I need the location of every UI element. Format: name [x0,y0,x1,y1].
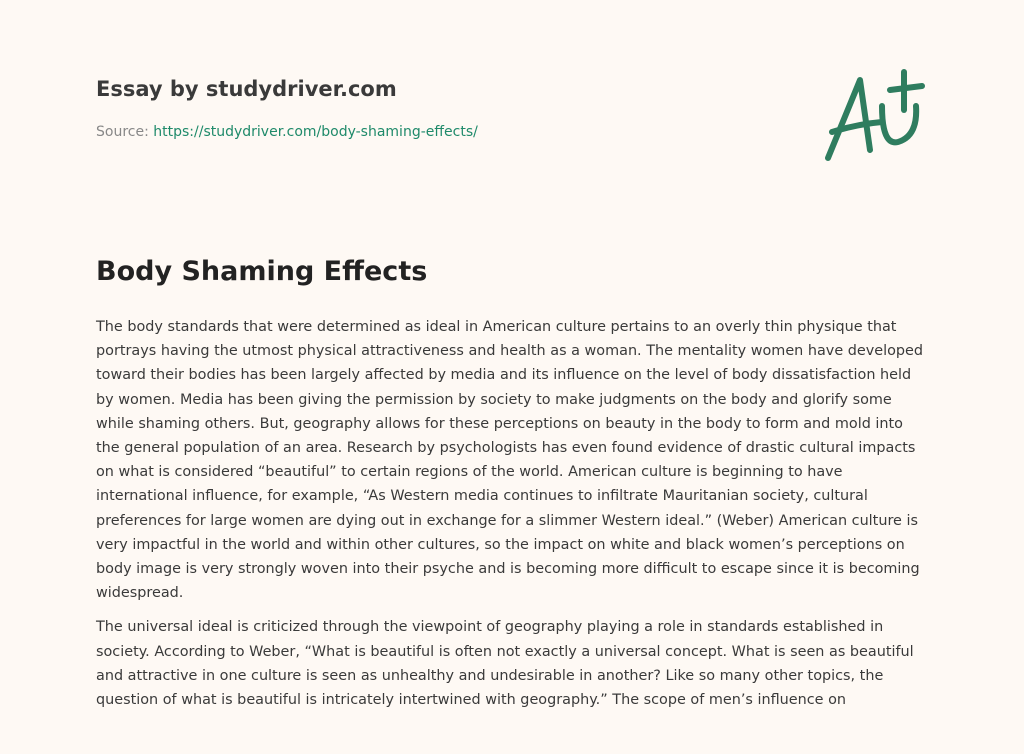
source-label: Source: [96,124,149,140]
article-body [96,315,926,722]
a-plus-logo-icon [818,66,930,166]
article-title: Body Shaming Effects [96,256,428,287]
paragraph: The body standards that were determined as ideal in American culture pertains to an overly thin physique that portrays having the utmost physical attractiveness and health as a woman. The mentality women have developed toward their bodies has been largely affected by media and its influence on the level of body dissatisfaction held by women. Media has been giving the permission by society to make judgments on the body and glorify some while shaming others. But, geography allows for these perceptions on beauty in the body to form and mold into the general population of an area. Research by psychologists has even found evidence of drastic cultural impacts on what is considered “beautiful” to certain regions of the world. American culture is beginning to have international influence, for example, “As Western media continues to infiltrate Mauritanian society, cultural preferences for large women are dying out in exchange for a slimmer Western ideal.” (Weber) American culture is very impactful in the world and within other cultures, so the impact on white and black women’s perceptions on body image is very strongly woven into their psyche and is becoming more difficult to escape since it is becoming widespread. [96,319,924,602]
paragraph: The universal ideal is criticized through the viewpoint of geography playing a role in standards established in society. According to Weber, “What is beautiful is often not exactly a universal concept. What is seen as beautiful and attractive in one culture is seen as unhealthy and undesirable in another? Like so many other topics, the question of what is beautiful is intricately intertwined with geography.” The scope of men’s influence on [96,619,914,709]
source-link[interactable]: https://studydriver.com/body-shaming-effects/ [153,124,478,140]
source-line [96,124,478,140]
site-title: Essay by studydriver.com [96,77,397,101]
